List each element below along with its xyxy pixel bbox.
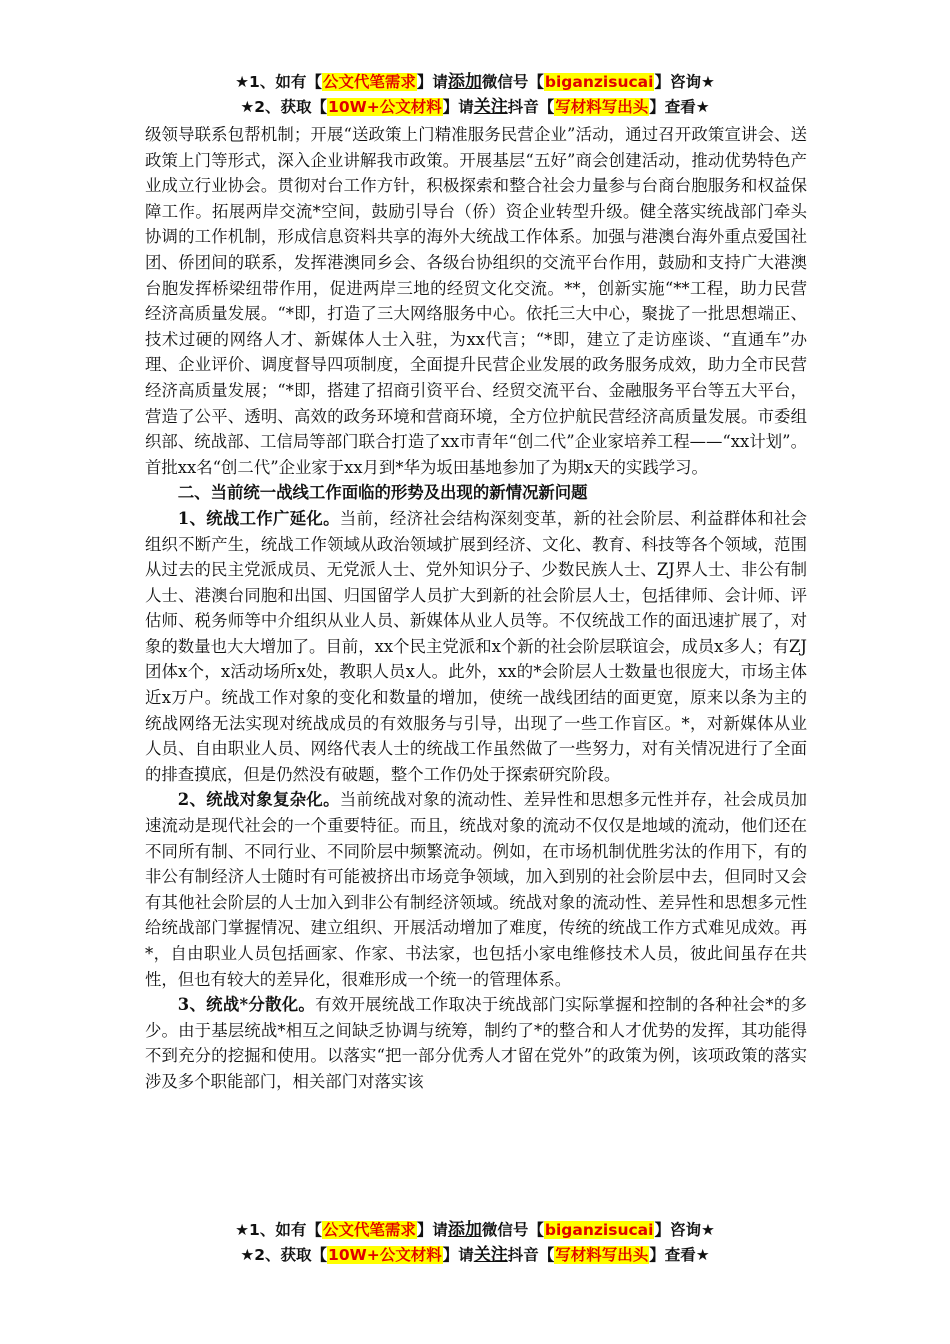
paragraph-1: 级领导联系包帮机制；开展“送政策上门精准服务民营企业”活动，通过召开政策宣讲会、送政策上门等形式，深入企业讲解我市政策。开展基层“五好”商会创建活动，推动优势特色产业成立行业协会。贯彻对台工作方针，积极探索和整合社会力量参与台商台胞服务和权益保障工作。拓展两岸交流*空间，鼓励引导台（侨）资企业转型升级。健全落实统战部门牵头协调的工作机制，形成信息资料共享的海外大统战工作体系。加强与港澳台海外重点爱国社团、侨团间的联系，发挥港澳同乡会、各级台协组织的交流平台作用，鼓励和支持广大港澳台胞发挥桥梁纽带作用，促进两岸三地的经贸文化交流。**，创新实施“**工程，助力民营经济高质量发展。“*即，打造了三大网络服务中心。依托三大中心，聚拢了一批思想端正、技术过硬的网络人才、新媒体人士入驻，为xx代言；“*即，建立了走访座谈、“直通车”办理、企业评价、调度督导四项制度，全面提升民营企业发展的政务服务成效，助力全市民营经济高质量发展；“*即，搭建了招商引资平台、经贸交流平台、金融服务平台等五大平台，营造了公平、透明、高效的政务环境和营商环境，全方位护航民营经济高质量发展。市委组织部、统战部、工信局等部门联合打造了xx市青年“创二代”企业家培养工程——“xx计划”。首批xx名“创二代”企业家于xx月到*华为坂田基地参加了为期x天的实践学习。 [145,125,807,477]
promo-highlight: 10W+公文材料 [328,1246,442,1264]
promo-underline: 添加 [447,1220,482,1240]
promo-line-2-top [0,95,950,119]
promo-text: 】咨询★ [654,73,715,91]
promo-line-1-bottom [0,1218,950,1242]
promo-line-1-top [0,70,950,94]
promo-line-2-bottom [0,1243,950,1267]
promo-underline: 添加 [447,72,482,92]
item-1-text: 当前，经济社会结构深刻变革，新的社会阶层、利益群体和社会组织不断产生，统战工作领域从政治领域扩展到经济、文化、教育、科技等各个领域，范围从过去的民主党派成员、无党派人士、党外知识分子、少数民族人士、ZJ界人士、非公有制人士、港澳台同胞和出国、归国留学人员扩大到新的社会阶层人士，包括律师、会计师、评估师、税务师等中介组织从业人员、新媒体从业人员等。不仅统战工作的面迅速扩展了，对象的数量也大大增加了。目前，xx个民主党派和x个新的社会阶层联谊会，成员x多人；有ZJ团体x个，x活动场所x处，教职人员x人。此外，xx的*会阶层人士数量也很庞大，市场主体近x万户。统战工作对象的变化和数量的增加，使统一战线团结的面更宽，原来以条为主的统战网络无法实现对统战成员的有效服务与引导，出现了一些工作盲区。*，对新媒体从业人员、自由职业人员、网络代表人士的统战工作虽然做了一些努力，对有关情况进行了全面的排查摸底，但是仍然没有破题，整个工作仍处于探索研究阶段。 [145,508,808,784]
promo-text: 】查看★ [649,98,710,116]
item-2-title: 2、统战对象复杂化。 [177,790,340,810]
promo-text: 2、获取【 [254,98,328,116]
promo-text: 1、如有【 [249,73,322,91]
star-icon: ★ [240,98,255,116]
promo-highlight: biganzisucai [544,1221,654,1239]
promo-text: 抖音【 [507,98,555,116]
promo-text: 2、获取【 [254,1246,328,1264]
promo-text: 微信号【 [481,1221,544,1239]
promo-highlight: 写材料写出头 [555,98,649,116]
item-2-text: 当前统战对象的流动性、差异性和思想多元性并存，社会成员加速流动是现代社会的一个重要特征。而且，统战对象的流动不仅仅是地域的流动，他们还在不同所有制、不同行业、不同阶层中频繁流动。例如，在市场机制优胜劣汰的作用下，有的非公有制经济人士随时有可能被挤出市场竞争领域，加入到别的社会阶层中去，但同时又会有其他社会阶层的人士加入到非公有制经济领域。统战对象的流动性、差异性和思想多元性给统战部门掌握情况、建立组织、开展活动增加了难度，传统的统战工作方式难见成效。再*，自由职业人员包括画家、作家、书法家，也包括小家电维修技术人员，彼此间虽存在共性，但也有较大的差异化，很难形成一个统一的管理体系。 [145,790,808,989]
item-3-text: 有效开展统战工作取决于统战部门实际掌握和控制的各种社会*的多少。由于基层统战*相互之间缺乏协调与统筹，制约了*的整合和人才优势的发挥，其功能得不到充分的挖掘和使用。以落实“把一部分优秀人才留在党外”的政策为例，该项政策的落实涉及多个职能部门，相关部门对落实该 [145,995,807,1091]
document-body [145,122,807,1095]
promo-highlight: 公文代笔需求 [322,1221,416,1239]
promo-text: 】请 [442,1246,474,1264]
paragraph-item-3 [145,992,807,1094]
promo-text: 】请 [416,1221,448,1239]
promo-text: 】请 [442,98,474,116]
star-icon: ★ [235,1221,250,1239]
paragraph-item-1 [145,506,807,788]
promo-highlight: 公文代笔需求 [322,73,416,91]
promo-text: 】请 [416,73,448,91]
item-1-title: 1、统战工作广延化。 [177,508,340,528]
promo-text: 】查看★ [649,1246,710,1264]
promo-text: 抖音【 [507,1246,555,1264]
section-heading: 二、当前统一战线工作面临的形势及出现的新情况新问题 [177,483,588,503]
item-3-title: 3、统战*分散化。 [177,995,316,1015]
promo-text: 1、如有【 [249,1221,322,1239]
star-icon: ★ [235,73,250,91]
promo-highlight: biganzisucai [544,73,654,91]
promo-highlight: 写材料写出头 [555,1246,649,1264]
promo-underline: 关注 [473,97,508,117]
paragraph-item-2 [145,787,807,992]
star-icon: ★ [240,1246,255,1264]
promo-text: 】咨询★ [654,1221,715,1239]
promo-text: 微信号【 [481,73,544,91]
promo-highlight: 10W+公文材料 [328,98,442,116]
promo-underline: 关注 [473,1245,508,1265]
